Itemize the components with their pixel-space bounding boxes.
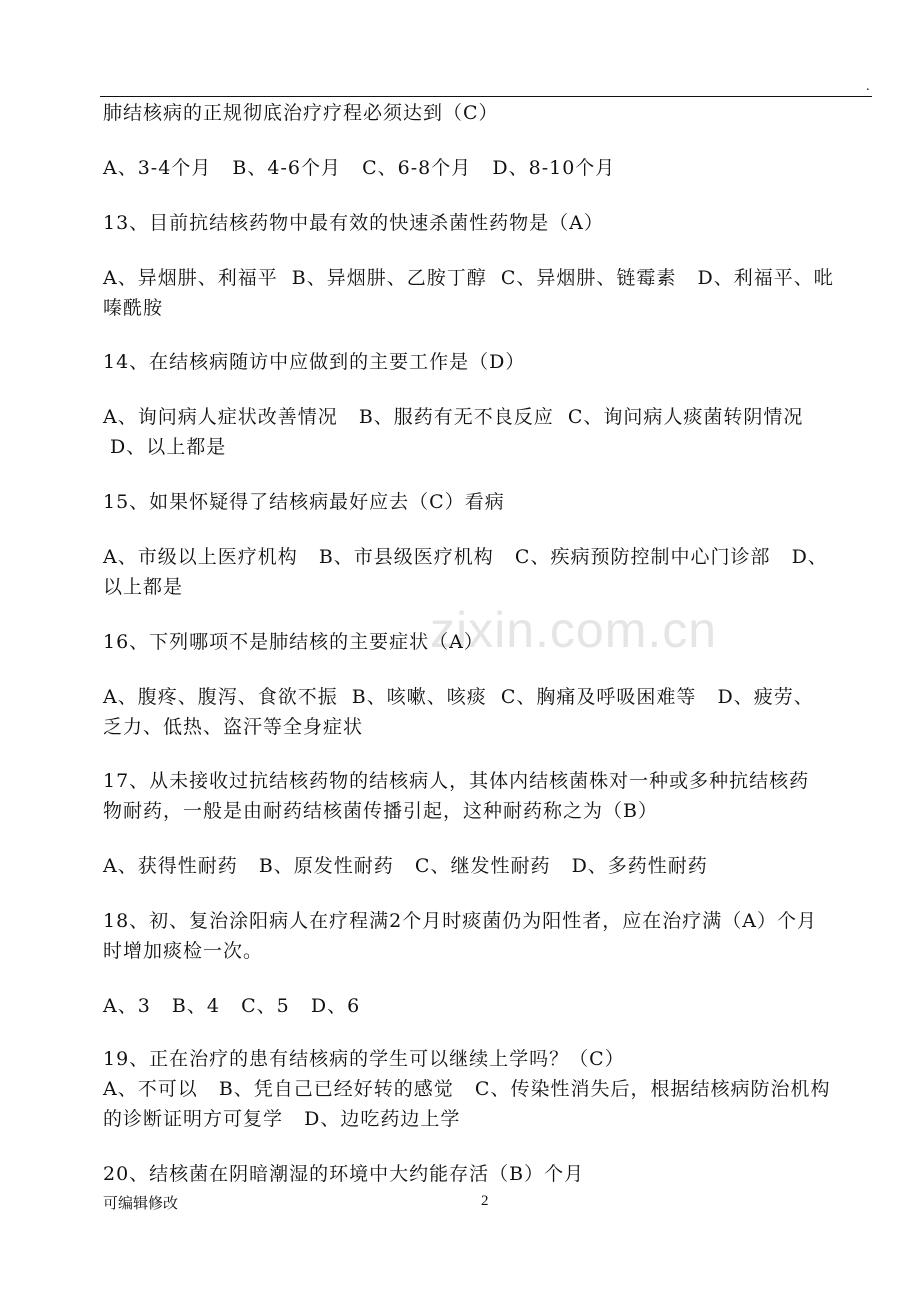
- footer-editable-note: 可编辑修改: [103, 1194, 179, 1212]
- question-14-stem: 14、在结核病随访中应做到的主要工作是（D）: [103, 351, 526, 373]
- question-16-options-2: 乏力、低热、盗汗等全身症状: [103, 716, 364, 738]
- question-17-stem-1: 17、从未接收过抗结核药物的结核病人，其体内结核菌株对一种或多种抗结核药: [103, 770, 810, 792]
- question-16-stem: 16、下列哪项不是肺结核的主要症状（A）: [103, 631, 484, 653]
- header-rule: [100, 96, 872, 97]
- question-18-stem-2: 时增加痰检一次。: [103, 940, 264, 962]
- question-18-stem-1: 18、初、复治涂阳病人在疗程满2个月时痰菌仍为阳性者，应在治疗满（A）个月: [103, 910, 817, 932]
- question-17-stem-2: 物耐药，一般是由耐药结核菌传播引起，这种耐药称之为（B）: [103, 800, 658, 822]
- question-13-options-1: A、异烟肼、利福平 B、异烟肼、乙胺丁醇 C、异烟肼、链霉素 D、利福平、吡: [103, 267, 834, 289]
- question-15-stem: 15、如果怀疑得了结核病最好应去（C）看病: [103, 491, 505, 513]
- question-15-options-1: A、市级以上医疗机构 B、市县级医疗机构 C、疾病预防控制中心门诊部 D、: [103, 546, 828, 568]
- question-20-stem: 20、结核菌在阴暗潮湿的环境中大约能存活（B）个月: [103, 1163, 585, 1185]
- question-14-options-1: A、询问病人症状改善情况 B、服药有无不良反应 C、询问病人痰菌转阴情况: [103, 406, 804, 428]
- header-dot: .: [866, 79, 870, 94]
- question-19-options-1: A、不可以 B、凭自己已经好转的感觉 C、传染性消失后，根据结核病防治机构: [103, 1078, 831, 1100]
- question-13-stem: 13、目前抗结核药物中最有效的快速杀菌性药物是（A）: [103, 212, 604, 234]
- question-12-stem: 肺结核病的正规彻底治疗疗程必须达到（C）: [103, 102, 499, 124]
- question-19-options-2: 的诊断证明方可复学 D、边吃药边上学: [103, 1108, 461, 1130]
- question-14-options-2: D、以上都是: [103, 436, 227, 458]
- watermark: zixin.com.cn: [430, 602, 718, 658]
- question-18-options: A、3 B、4 C、5 D、6: [103, 995, 361, 1017]
- question-16-options-1: A、腹疼、腹泻、食欲不振 B、咳嗽、咳痰 C、胸痛及呼吸困难等 D、疲劳、: [103, 686, 814, 708]
- question-15-options-2: 以上都是: [103, 576, 184, 598]
- question-19-stem: 19、正在治疗的患有结核病的学生可以继续上学吗？（C）: [103, 1048, 625, 1070]
- page-number: 2: [481, 1193, 489, 1209]
- question-13-options-2: 嗪酰胺: [103, 297, 164, 319]
- question-12-options: A、3-4个月 B、4-6个月 C、6-8个月 D、8-10个月: [103, 157, 616, 179]
- question-17-options: A、获得性耐药 B、原发性耐药 C、继发性耐药 D、多药性耐药: [103, 855, 708, 877]
